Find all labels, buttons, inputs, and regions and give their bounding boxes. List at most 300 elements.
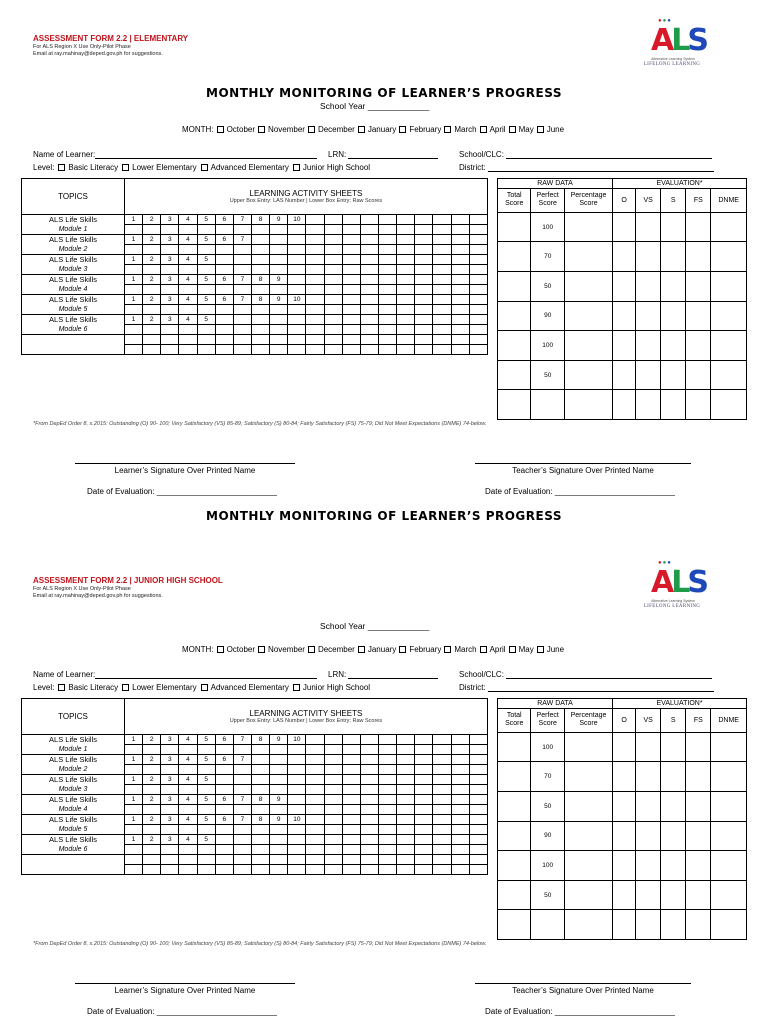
raw-score-cell[interactable]	[125, 745, 143, 755]
las-number-cell[interactable]	[397, 735, 415, 745]
las-blank-cell[interactable]	[288, 864, 306, 874]
las-number-cell[interactable]: 2	[143, 295, 161, 305]
evaluation-cell[interactable]	[661, 762, 686, 792]
teacher-date-field[interactable]: Date of Evaluation: ___________________________	[485, 1007, 675, 1016]
month-option-october[interactable]	[217, 645, 255, 654]
raw-score-cell[interactable]	[215, 845, 233, 855]
las-blank-cell[interactable]	[270, 335, 288, 345]
las-number-cell[interactable]: 2	[143, 775, 161, 785]
evaluation-cell[interactable]	[613, 360, 636, 390]
las-blank-cell[interactable]	[288, 344, 306, 354]
checkbox-icon[interactable]	[58, 164, 65, 171]
month-option-october[interactable]	[217, 125, 255, 134]
las-number-cell[interactable]	[270, 315, 288, 325]
las-number-cell[interactable]	[378, 315, 396, 325]
raw-score-cell[interactable]	[215, 825, 233, 835]
raw-score-cell[interactable]	[451, 765, 469, 775]
raw-score-cell[interactable]	[451, 305, 469, 315]
las-number-cell[interactable]: 6	[215, 755, 233, 765]
las-number-cell[interactable]: 3	[161, 795, 179, 805]
las-number-cell[interactable]	[451, 315, 469, 325]
las-number-cell[interactable]	[306, 775, 324, 785]
las-number-cell[interactable]	[342, 295, 360, 305]
las-blank-cell[interactable]	[451, 855, 469, 865]
level-option-lower-elementary[interactable]	[122, 683, 196, 692]
learner-date-field[interactable]: Date of Evaluation: ___________________________	[87, 1007, 277, 1016]
las-number-cell[interactable]: 1	[125, 775, 143, 785]
raw-score-cell[interactable]	[451, 265, 469, 275]
las-number-cell[interactable]	[397, 295, 415, 305]
las-number-cell[interactable]	[306, 835, 324, 845]
las-number-cell[interactable]	[342, 815, 360, 825]
raw-score-cell[interactable]	[197, 225, 215, 235]
evaluation-cell[interactable]	[636, 851, 661, 881]
raw-score-cell[interactable]	[433, 265, 451, 275]
raw-score-cell[interactable]	[397, 845, 415, 855]
raw-score-cell[interactable]	[270, 805, 288, 815]
checkbox-icon[interactable]	[537, 126, 544, 133]
raw-score-cell[interactable]	[143, 245, 161, 255]
las-number-cell[interactable]	[451, 215, 469, 225]
raw-score-cell[interactable]	[378, 265, 396, 275]
raw-score-cell[interactable]	[378, 845, 396, 855]
raw-score-cell[interactable]	[342, 325, 360, 335]
checkbox-icon[interactable]	[308, 126, 315, 133]
raw-score-cell[interactable]	[360, 285, 378, 295]
las-number-cell[interactable]: 1	[125, 835, 143, 845]
las-number-cell[interactable]	[378, 755, 396, 765]
las-number-cell[interactable]	[397, 835, 415, 845]
las-number-cell[interactable]	[378, 795, 396, 805]
las-blank-cell[interactable]	[415, 335, 433, 345]
las-blank-cell[interactable]	[324, 335, 342, 345]
las-number-cell[interactable]	[415, 315, 433, 325]
las-number-cell[interactable]	[397, 315, 415, 325]
raw-score-cell[interactable]	[397, 325, 415, 335]
evaluation-cell[interactable]	[661, 301, 686, 331]
evaluation-cell[interactable]	[636, 791, 661, 821]
las-number-cell[interactable]: 1	[125, 255, 143, 265]
raw-score-cell[interactable]	[378, 745, 396, 755]
blank-cell[interactable]	[498, 910, 531, 940]
las-number-cell[interactable]: 1	[125, 315, 143, 325]
evaluation-cell[interactable]	[636, 360, 661, 390]
raw-score-cell[interactable]	[469, 325, 487, 335]
las-blank-cell[interactable]	[179, 344, 197, 354]
raw-score-cell[interactable]	[306, 245, 324, 255]
las-number-cell[interactable]: 5	[197, 255, 215, 265]
raw-score-cell[interactable]	[270, 845, 288, 855]
raw-score-cell[interactable]	[143, 285, 161, 295]
las-blank-cell[interactable]	[143, 344, 161, 354]
raw-score-cell[interactable]	[433, 825, 451, 835]
month-option-november[interactable]	[258, 125, 305, 134]
raw-score-cell[interactable]	[179, 245, 197, 255]
las-number-cell[interactable]: 9	[270, 295, 288, 305]
checkbox-icon[interactable]	[258, 126, 265, 133]
checkbox-icon[interactable]	[358, 646, 365, 653]
raw-score-cell[interactable]	[251, 325, 269, 335]
evaluation-cell[interactable]	[564, 331, 612, 361]
evaluation-cell[interactable]	[636, 821, 661, 851]
blank-cell[interactable]	[564, 390, 612, 420]
month-option-may[interactable]	[509, 125, 534, 134]
las-blank-cell[interactable]	[288, 335, 306, 345]
month-option-january[interactable]	[358, 645, 396, 654]
raw-score-cell[interactable]	[469, 785, 487, 795]
raw-score-cell[interactable]	[125, 285, 143, 295]
raw-score-cell[interactable]	[451, 325, 469, 335]
blank-cell[interactable]	[636, 910, 661, 940]
raw-score-cell[interactable]	[143, 265, 161, 275]
raw-score-cell[interactable]	[161, 325, 179, 335]
las-blank-cell[interactable]	[197, 344, 215, 354]
evaluation-cell[interactable]	[711, 212, 747, 242]
las-number-cell[interactable]	[270, 775, 288, 785]
raw-score-cell[interactable]	[161, 805, 179, 815]
las-number-cell[interactable]	[433, 755, 451, 765]
raw-score-cell[interactable]	[433, 785, 451, 795]
raw-score-cell[interactable]	[342, 245, 360, 255]
las-number-cell[interactable]	[360, 815, 378, 825]
raw-score-cell[interactable]	[360, 805, 378, 815]
checkbox-icon[interactable]	[217, 126, 224, 133]
raw-score-cell[interactable]	[179, 745, 197, 755]
raw-score-cell[interactable]	[469, 305, 487, 315]
las-number-cell[interactable]	[378, 815, 396, 825]
raw-score-cell[interactable]	[143, 845, 161, 855]
evaluation-cell[interactable]	[613, 242, 636, 272]
teacher-date-field[interactable]: Date of Evaluation: ___________________________	[485, 487, 675, 496]
las-number-cell[interactable]	[378, 295, 396, 305]
evaluation-cell[interactable]	[686, 791, 711, 821]
las-blank-cell[interactable]	[179, 864, 197, 874]
raw-score-cell[interactable]	[179, 765, 197, 775]
evaluation-cell[interactable]	[613, 331, 636, 361]
las-number-cell[interactable]: 5	[197, 275, 215, 285]
las-number-cell[interactable]: 3	[161, 275, 179, 285]
las-number-cell[interactable]	[360, 835, 378, 845]
evaluation-cell[interactable]	[661, 242, 686, 272]
evaluation-cell[interactable]	[661, 212, 686, 242]
raw-score-cell[interactable]	[270, 745, 288, 755]
blank-cell[interactable]	[636, 390, 661, 420]
level-option-junior-high-school[interactable]	[293, 163, 370, 172]
raw-score-cell[interactable]	[161, 225, 179, 235]
raw-score-cell[interactable]	[215, 325, 233, 335]
las-number-cell[interactable]	[415, 735, 433, 745]
raw-score-cell[interactable]	[415, 765, 433, 775]
raw-score-cell[interactable]	[233, 225, 251, 235]
blank-cell[interactable]	[564, 910, 612, 940]
raw-score-cell[interactable]	[215, 285, 233, 295]
raw-score-cell[interactable]	[415, 225, 433, 235]
las-number-cell[interactable]: 6	[215, 275, 233, 285]
las-number-cell[interactable]: 7	[233, 295, 251, 305]
raw-score-cell[interactable]	[360, 845, 378, 855]
las-number-cell[interactable]: 2	[143, 755, 161, 765]
raw-score-cell[interactable]	[251, 765, 269, 775]
evaluation-cell[interactable]	[636, 212, 661, 242]
las-number-cell[interactable]: 2	[143, 735, 161, 745]
raw-score-cell[interactable]	[469, 285, 487, 295]
las-number-cell[interactable]	[233, 255, 251, 265]
las-number-cell[interactable]	[270, 235, 288, 245]
raw-score-cell[interactable]	[433, 765, 451, 775]
las-blank-cell[interactable]	[215, 864, 233, 874]
raw-score-cell[interactable]	[433, 325, 451, 335]
las-blank-cell[interactable]	[360, 344, 378, 354]
raw-score-cell[interactable]	[378, 285, 396, 295]
raw-score-cell[interactable]	[415, 805, 433, 815]
las-number-cell[interactable]	[306, 755, 324, 765]
checkbox-icon[interactable]	[308, 646, 315, 653]
checkbox-icon[interactable]	[358, 126, 365, 133]
las-number-cell[interactable]	[451, 835, 469, 845]
las-number-cell[interactable]	[397, 275, 415, 285]
las-blank-cell[interactable]	[469, 335, 487, 345]
blank-cell[interactable]	[711, 910, 747, 940]
evaluation-cell[interactable]	[711, 242, 747, 272]
las-number-cell[interactable]: 5	[197, 315, 215, 325]
las-blank-cell[interactable]	[251, 855, 269, 865]
raw-score-cell[interactable]	[179, 805, 197, 815]
school-year-field[interactable]: School Year _____________	[320, 101, 430, 111]
las-blank-cell[interactable]	[415, 864, 433, 874]
las-blank-cell[interactable]	[125, 864, 143, 874]
las-number-cell[interactable]	[451, 295, 469, 305]
las-blank-cell[interactable]	[161, 344, 179, 354]
raw-score-cell[interactable]	[360, 225, 378, 235]
las-number-cell[interactable]	[233, 775, 251, 785]
checkbox-icon[interactable]	[217, 646, 224, 653]
las-number-cell[interactable]	[433, 795, 451, 805]
raw-score-cell[interactable]	[233, 265, 251, 275]
las-number-cell[interactable]: 5	[197, 215, 215, 225]
raw-score-cell[interactable]	[342, 745, 360, 755]
month-option-december[interactable]	[308, 645, 355, 654]
raw-score-cell[interactable]	[161, 765, 179, 775]
raw-score-cell[interactable]	[324, 825, 342, 835]
raw-score-cell[interactable]	[197, 805, 215, 815]
las-number-cell[interactable]: 2	[143, 215, 161, 225]
las-number-cell[interactable]	[324, 755, 342, 765]
evaluation-cell[interactable]	[686, 732, 711, 762]
raw-score-cell[interactable]	[324, 305, 342, 315]
raw-score-cell[interactable]	[215, 265, 233, 275]
raw-score-cell[interactable]	[143, 325, 161, 335]
evaluation-cell[interactable]	[686, 821, 711, 851]
checkbox-icon[interactable]	[122, 164, 129, 171]
las-blank-cell[interactable]	[215, 855, 233, 865]
raw-score-cell[interactable]	[469, 765, 487, 775]
checkbox-icon[interactable]	[293, 684, 300, 691]
las-blank-cell[interactable]	[251, 335, 269, 345]
las-blank-cell[interactable]	[125, 335, 143, 345]
month-option-june[interactable]	[537, 125, 564, 134]
las-number-cell[interactable]	[324, 735, 342, 745]
evaluation-cell[interactable]	[613, 762, 636, 792]
las-number-cell[interactable]: 3	[161, 315, 179, 325]
raw-score-cell[interactable]	[433, 285, 451, 295]
las-number-cell[interactable]	[215, 775, 233, 785]
raw-score-cell[interactable]	[378, 225, 396, 235]
raw-score-cell[interactable]	[415, 745, 433, 755]
las-number-cell[interactable]: 8	[251, 275, 269, 285]
las-number-cell[interactable]: 9	[270, 735, 288, 745]
raw-score-cell[interactable]	[215, 805, 233, 815]
las-number-cell[interactable]: 8	[251, 735, 269, 745]
raw-score-cell[interactable]	[288, 285, 306, 295]
las-number-cell[interactable]	[397, 235, 415, 245]
las-number-cell[interactable]	[451, 815, 469, 825]
raw-score-cell[interactable]	[233, 785, 251, 795]
evaluation-cell[interactable]	[711, 762, 747, 792]
las-number-cell[interactable]	[306, 215, 324, 225]
raw-score-cell[interactable]	[233, 325, 251, 335]
las-number-cell[interactable]	[342, 775, 360, 785]
las-number-cell[interactable]	[342, 755, 360, 765]
evaluation-cell[interactable]	[564, 360, 612, 390]
raw-score-cell[interactable]	[143, 745, 161, 755]
las-number-cell[interactable]: 9	[270, 215, 288, 225]
las-number-cell[interactable]: 1	[125, 815, 143, 825]
las-number-cell[interactable]	[469, 795, 487, 805]
las-number-cell[interactable]	[469, 295, 487, 305]
las-blank-cell[interactable]	[306, 335, 324, 345]
level-option-basic-literacy[interactable]	[58, 163, 118, 172]
raw-score-cell[interactable]	[233, 305, 251, 315]
month-option-june[interactable]	[537, 645, 564, 654]
evaluation-cell[interactable]	[711, 880, 747, 910]
raw-score-cell[interactable]	[360, 825, 378, 835]
raw-score-cell[interactable]	[306, 285, 324, 295]
las-number-cell[interactable]	[342, 795, 360, 805]
raw-score-cell[interactable]	[342, 265, 360, 275]
checkbox-icon[interactable]	[480, 646, 487, 653]
raw-score-cell[interactable]	[251, 245, 269, 255]
raw-score-cell[interactable]	[288, 845, 306, 855]
evaluation-cell[interactable]	[564, 271, 612, 301]
raw-score-cell[interactable]	[251, 225, 269, 235]
las-number-cell[interactable]	[415, 235, 433, 245]
las-number-cell[interactable]	[469, 835, 487, 845]
las-number-cell[interactable]: 5	[197, 775, 215, 785]
raw-score-cell[interactable]	[306, 805, 324, 815]
raw-score-cell[interactable]	[288, 305, 306, 315]
raw-score-cell[interactable]	[415, 305, 433, 315]
las-number-cell[interactable]: 7	[233, 275, 251, 285]
raw-score-cell[interactable]	[197, 845, 215, 855]
las-number-cell[interactable]: 3	[161, 295, 179, 305]
las-number-cell[interactable]: 3	[161, 815, 179, 825]
las-number-cell[interactable]	[360, 235, 378, 245]
evaluation-cell[interactable]	[661, 821, 686, 851]
raw-score-cell[interactable]	[451, 805, 469, 815]
checkbox-icon[interactable]	[509, 126, 516, 133]
las-number-cell[interactable]	[270, 835, 288, 845]
raw-score-cell[interactable]	[306, 225, 324, 235]
evaluation-cell[interactable]	[613, 821, 636, 851]
total-score-cell[interactable]	[498, 360, 531, 390]
raw-score-cell[interactable]	[179, 265, 197, 275]
raw-score-cell[interactable]	[197, 285, 215, 295]
raw-score-cell[interactable]	[179, 785, 197, 795]
raw-score-cell[interactable]	[143, 765, 161, 775]
las-number-cell[interactable]	[433, 775, 451, 785]
raw-score-cell[interactable]	[143, 805, 161, 815]
las-number-cell[interactable]	[397, 755, 415, 765]
raw-score-cell[interactable]	[197, 325, 215, 335]
las-number-cell[interactable]	[342, 215, 360, 225]
raw-score-cell[interactable]	[288, 765, 306, 775]
raw-score-cell[interactable]	[433, 845, 451, 855]
las-number-cell[interactable]	[433, 735, 451, 745]
raw-score-cell[interactable]	[125, 265, 143, 275]
month-option-april[interactable]	[480, 125, 506, 134]
las-blank-cell[interactable]	[469, 864, 487, 874]
blank-cell[interactable]	[613, 910, 636, 940]
raw-score-cell[interactable]	[125, 845, 143, 855]
las-number-cell[interactable]	[288, 835, 306, 845]
raw-score-cell[interactable]	[342, 805, 360, 815]
raw-score-cell[interactable]	[433, 745, 451, 755]
las-number-cell[interactable]: 5	[197, 735, 215, 745]
las-number-cell[interactable]	[415, 815, 433, 825]
raw-score-cell[interactable]	[306, 785, 324, 795]
evaluation-cell[interactable]	[613, 880, 636, 910]
blank-cell[interactable]	[711, 390, 747, 420]
las-number-cell[interactable]	[342, 315, 360, 325]
las-number-cell[interactable]	[433, 295, 451, 305]
evaluation-cell[interactable]	[686, 242, 711, 272]
las-blank-cell[interactable]	[215, 344, 233, 354]
las-number-cell[interactable]	[360, 275, 378, 285]
month-option-april[interactable]	[480, 645, 506, 654]
raw-score-cell[interactable]	[288, 245, 306, 255]
raw-score-cell[interactable]	[415, 785, 433, 795]
evaluation-cell[interactable]	[661, 851, 686, 881]
evaluation-cell[interactable]	[711, 851, 747, 881]
las-blank-cell[interactable]	[360, 335, 378, 345]
las-number-cell[interactable]	[378, 255, 396, 265]
raw-score-cell[interactable]	[215, 765, 233, 775]
las-number-cell[interactable]	[469, 755, 487, 765]
checkbox-icon[interactable]	[399, 126, 406, 133]
las-number-cell[interactable]: 3	[161, 735, 179, 745]
checkbox-icon[interactable]	[444, 646, 451, 653]
raw-score-cell[interactable]	[397, 305, 415, 315]
las-number-cell[interactable]	[415, 795, 433, 805]
las-blank-cell[interactable]	[251, 864, 269, 874]
las-number-cell[interactable]	[324, 235, 342, 245]
raw-score-cell[interactable]	[324, 325, 342, 335]
raw-score-cell[interactable]	[179, 305, 197, 315]
raw-score-cell[interactable]	[143, 305, 161, 315]
las-number-cell[interactable]	[360, 295, 378, 305]
las-number-cell[interactable]: 10	[288, 735, 306, 745]
las-number-cell[interactable]: 2	[143, 235, 161, 245]
raw-score-cell[interactable]	[415, 245, 433, 255]
district-field[interactable]	[459, 163, 714, 172]
las-number-cell[interactable]	[306, 315, 324, 325]
raw-score-cell[interactable]	[360, 785, 378, 795]
raw-score-cell[interactable]	[324, 225, 342, 235]
las-number-cell[interactable]	[324, 215, 342, 225]
total-score-cell[interactable]	[498, 242, 531, 272]
raw-score-cell[interactable]	[469, 745, 487, 755]
raw-score-cell[interactable]	[251, 785, 269, 795]
